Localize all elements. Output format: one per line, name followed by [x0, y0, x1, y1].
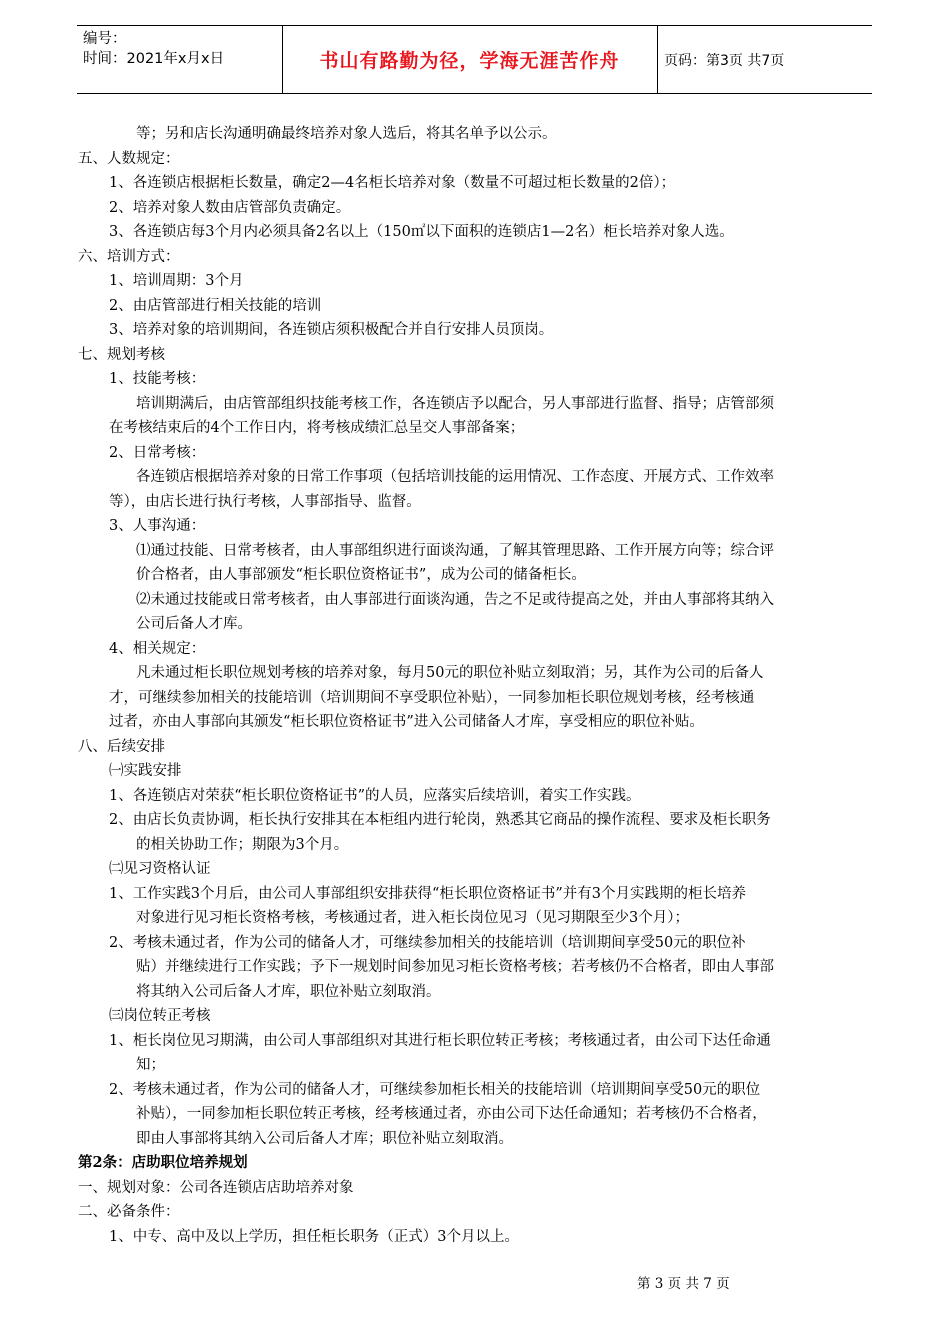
section-heading: 第2条：店助职位培养规划: [78, 1154, 248, 1171]
body-line: 贴）并继续进行工作实践；予下一规划时间参加见习柜长资格考核；若考核仍不合格者，即由人事部: [136, 959, 774, 975]
body-line: 知；: [136, 1057, 165, 1073]
body-line: 4、相关规定：: [109, 640, 206, 657]
body-line: 2、由店长负责协调，柜长执行安排其在本柜组内进行轮岗，熟悉其它商品的操作流程、要求及柜长职务: [109, 812, 771, 828]
body-line: 1、技能考核：: [109, 371, 206, 387]
body-line: 1、中专、高中及以上学历，担任柜长职务（正式）3个月以上。: [109, 1228, 519, 1245]
body-line: 2、由店管部进行相关技能的培训: [109, 297, 322, 314]
body-line: 3、人事沟通：: [109, 518, 206, 534]
page-footer: 第 3 页 共 7 页: [637, 1276, 730, 1292]
body-line: 即由人事部将其纳入公司后备人才库；职位补贴立刻取消。: [136, 1130, 513, 1147]
header-motto: 书山有路勤为径，学海无涯苦作舟: [319, 50, 620, 72]
body-line: 等），由店长进行执行考核，人事部指导、监督。: [109, 493, 421, 510]
body-line: 在考核结束后的4个工作日内，将考核成绩汇总呈交人事部备案；: [109, 420, 525, 436]
body-line: 七、规划考核: [78, 346, 165, 363]
header-meta: [83, 29, 224, 69]
body-line: 八、后续安排: [78, 738, 165, 755]
body-line: 过者，亦由人事部向其颁发“柜长职位资格证书”进入公司储备人才库，享受相应的职位补贴。: [109, 714, 704, 730]
body-line: ㈠实践安排: [109, 763, 182, 779]
body-line: 1、各连锁店根据柜长数量，确定2—4名柜长培养对象（数量不可超过柜长数量的2倍）；: [109, 175, 676, 191]
body-line: 1、培训周期：3个月: [109, 273, 244, 289]
body-line: 凡未通过柜长职位规划考核的培养对象，每月50元的职位补贴立刻取消；另，其作为公司的后备人: [136, 665, 764, 681]
header-page-info: 页码：第3页 共7页: [664, 52, 785, 69]
document-body: [78, 122, 878, 1249]
body-line: 五、人数规定：: [78, 150, 180, 167]
body-line: 2、日常考核：: [109, 444, 206, 461]
body-line: 将其纳入公司后备人才库，职位补贴立刻取消。: [136, 983, 441, 1000]
document-time-label: 时间：2021年x月x日: [83, 51, 225, 67]
page-header: [77, 25, 872, 95]
body-line: 3、培养对象的培训期间，各连锁店须积极配合并自行安排人员顶岗。: [109, 322, 554, 338]
body-line: 公司后备人才库。: [136, 616, 252, 632]
body-line: 2、培养对象人数由店管部负责确定。: [109, 199, 351, 216]
body-line: 价合格者，由人事部颁发“柜长职位资格证书”，成为公司的储备柜长。: [136, 567, 586, 583]
body-line: 二、必备条件：: [78, 1204, 180, 1220]
body-line: ⑴通过技能、日常考核者，由人事部组织进行面谈沟通，了解其管理思路、工作开展方向等；综合评: [136, 542, 774, 559]
body-line: 补贴），一同参加柜长职位转正考核，经考核通过者，亦由公司下达任命通知；若考核仍不合格者，: [136, 1106, 767, 1122]
body-line: 2、考核未通过者，作为公司的储备人才，可继续参加相关的技能培训（培训期间享受50元的职位补: [109, 934, 746, 951]
body-line: 2、考核未通过者，作为公司的储备人才，可继续参加柜长相关的技能培训（培训期间享受50元的职位: [109, 1081, 761, 1098]
body-line: 才，可继续参加相关的技能培训（培训期间不享受职位补贴），一同参加柜长职位规划考核，经考核通: [109, 689, 755, 706]
body-line: 3、各连锁店每3个月内必须具备2名以上（150㎡以下面积的连锁店1—2名）柜长培养对象人选。: [109, 224, 734, 240]
header-divider-right: [657, 25, 658, 94]
body-line: 1、各连锁店对荣获“柜长职位资格证书”的人员，应落实后续培训，着实工作实践。: [109, 787, 641, 804]
body-line: 的相关协助工作；期限为3个月。: [136, 836, 349, 853]
document-number-label: 编号：: [83, 31, 127, 47]
body-line: 各连锁店根据培养对象的日常工作事项（包括培训技能的运用情况、工作态度、开展方式、工作效率: [136, 469, 774, 485]
body-line: ⑵未通过技能或日常考核者，由人事部进行面谈沟通，告之不足或待提高之处，并由人事部将其纳入: [136, 591, 774, 608]
body-line: ㈡见习资格认证: [109, 861, 211, 877]
body-line: 培训期满后，由店管部组织技能考核工作，各连锁店予以配合，另人事部进行监督、指导；店管部须: [136, 395, 774, 412]
body-line: 等；另和店长沟通明确最终培养对象人选后，将其名单予以公示。: [136, 126, 557, 142]
body-line: 六、培训方式：: [78, 248, 180, 265]
body-line: 1、工作实践3个月后，由公司人事部组织安排获得“柜长职位资格证书”并有3个月实践期的柜长培养: [109, 885, 746, 902]
body-line: ㈢岗位转正考核: [109, 1008, 211, 1024]
body-line: 一、规划对象：公司各连锁店店助培养对象: [78, 1179, 354, 1196]
body-line: 1、柜长岗位见习期满，由公司人事部组织对其进行柜长职位转正考核；考核通过者，由公司下达任命通: [109, 1032, 771, 1049]
body-line: 对象进行见习柜长资格考核，考核通过者，进入柜长岗位见习（见习期限至少3个月）；: [136, 910, 689, 926]
